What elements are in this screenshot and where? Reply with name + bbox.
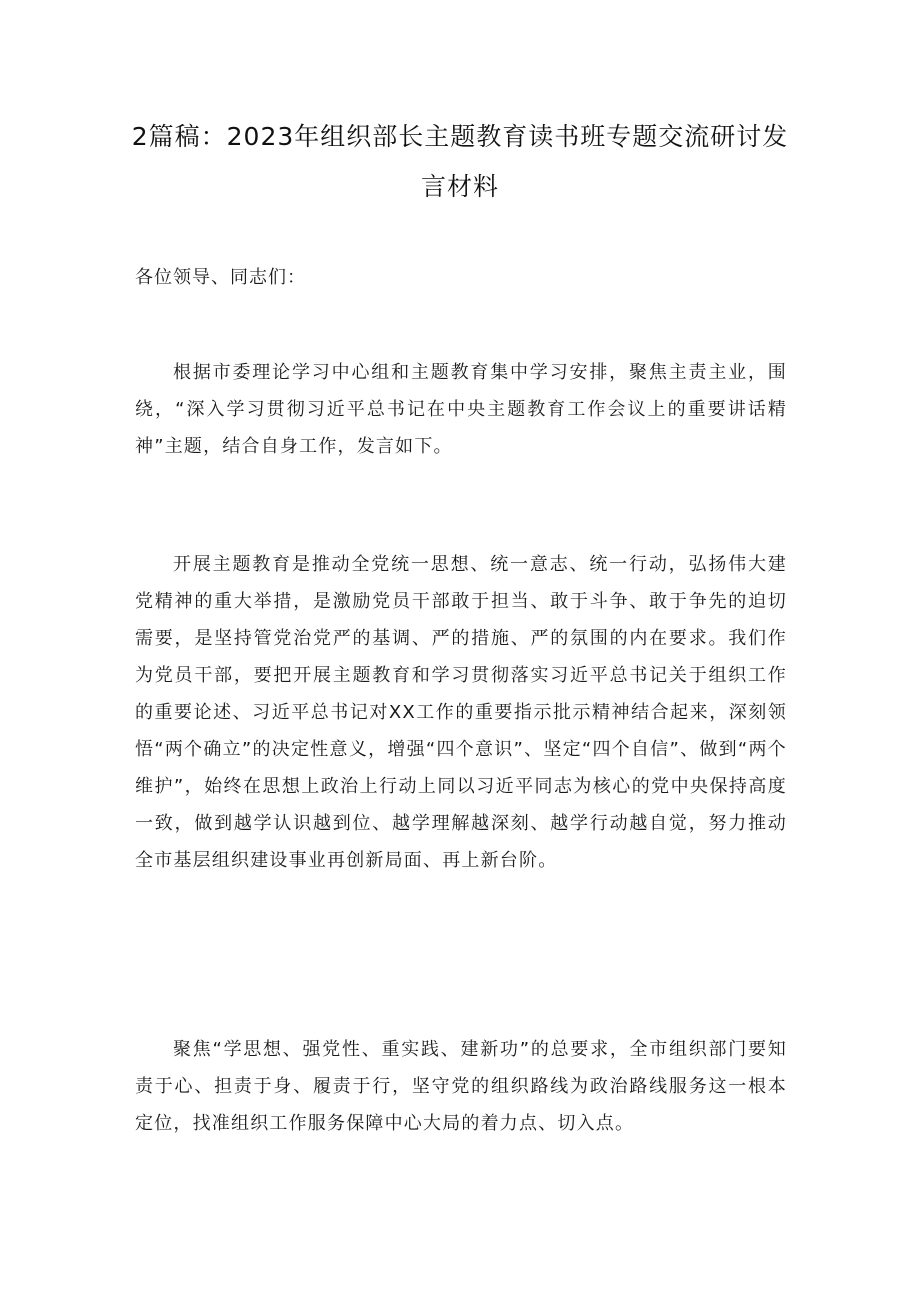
paragraph-2: 开展主题教育是推动全党统一思想、统一意志、统一行动，弘扬伟大建党精神的重大举措，是激励党员干部敢于担当、敢于斗争、敢于争先的迫切需要，是坚持管党治党严的基调、严的措施、严的氛围的内在要求。我们作为党员干部，要把开展主题教育和学习贯彻落实习近平总书记关于组织工作的重要论述、习近平总书记对XX工作的重要指示批示精神结合起来，深刻领悟“两个确立”的决定性意义，增强“四个意识”、坚定“四个自信”、做到“两个维护”，始终在思想上政治上行动上同以习近平同志为核心的党中央保持高度一致，做到越学认识越到位、越学理解越深刻、越学行动越自觉，努力推动全市基层组织建设事业再创新局面、再上新台阶。 [135,554,787,871]
salutation: 各位领导、同志们： [135,267,306,288]
paragraph-3: 聚焦“学思想、强党性、重实践、建新功”的总要求，全市组织部门要知责于心、担责于身、履责于行，坚守党的组织路线为政治路线服务这一根本定位，找准组织工作服务保障中心大局的着力点、切入点。 [135,1039,787,1134]
document-title: 2篇稿：2023年组织部长主题教育读书班专题交流研讨发言材料 [131,122,789,201]
paragraph-1: 根据市委理论学习中心组和主题教育集中学习安排，聚焦主责主业，围绕，“深入学习贯彻习近平总书记在中央主题教育工作会议上的重要讲话精神”主题，结合自身工作，发言如下。 [135,362,787,457]
